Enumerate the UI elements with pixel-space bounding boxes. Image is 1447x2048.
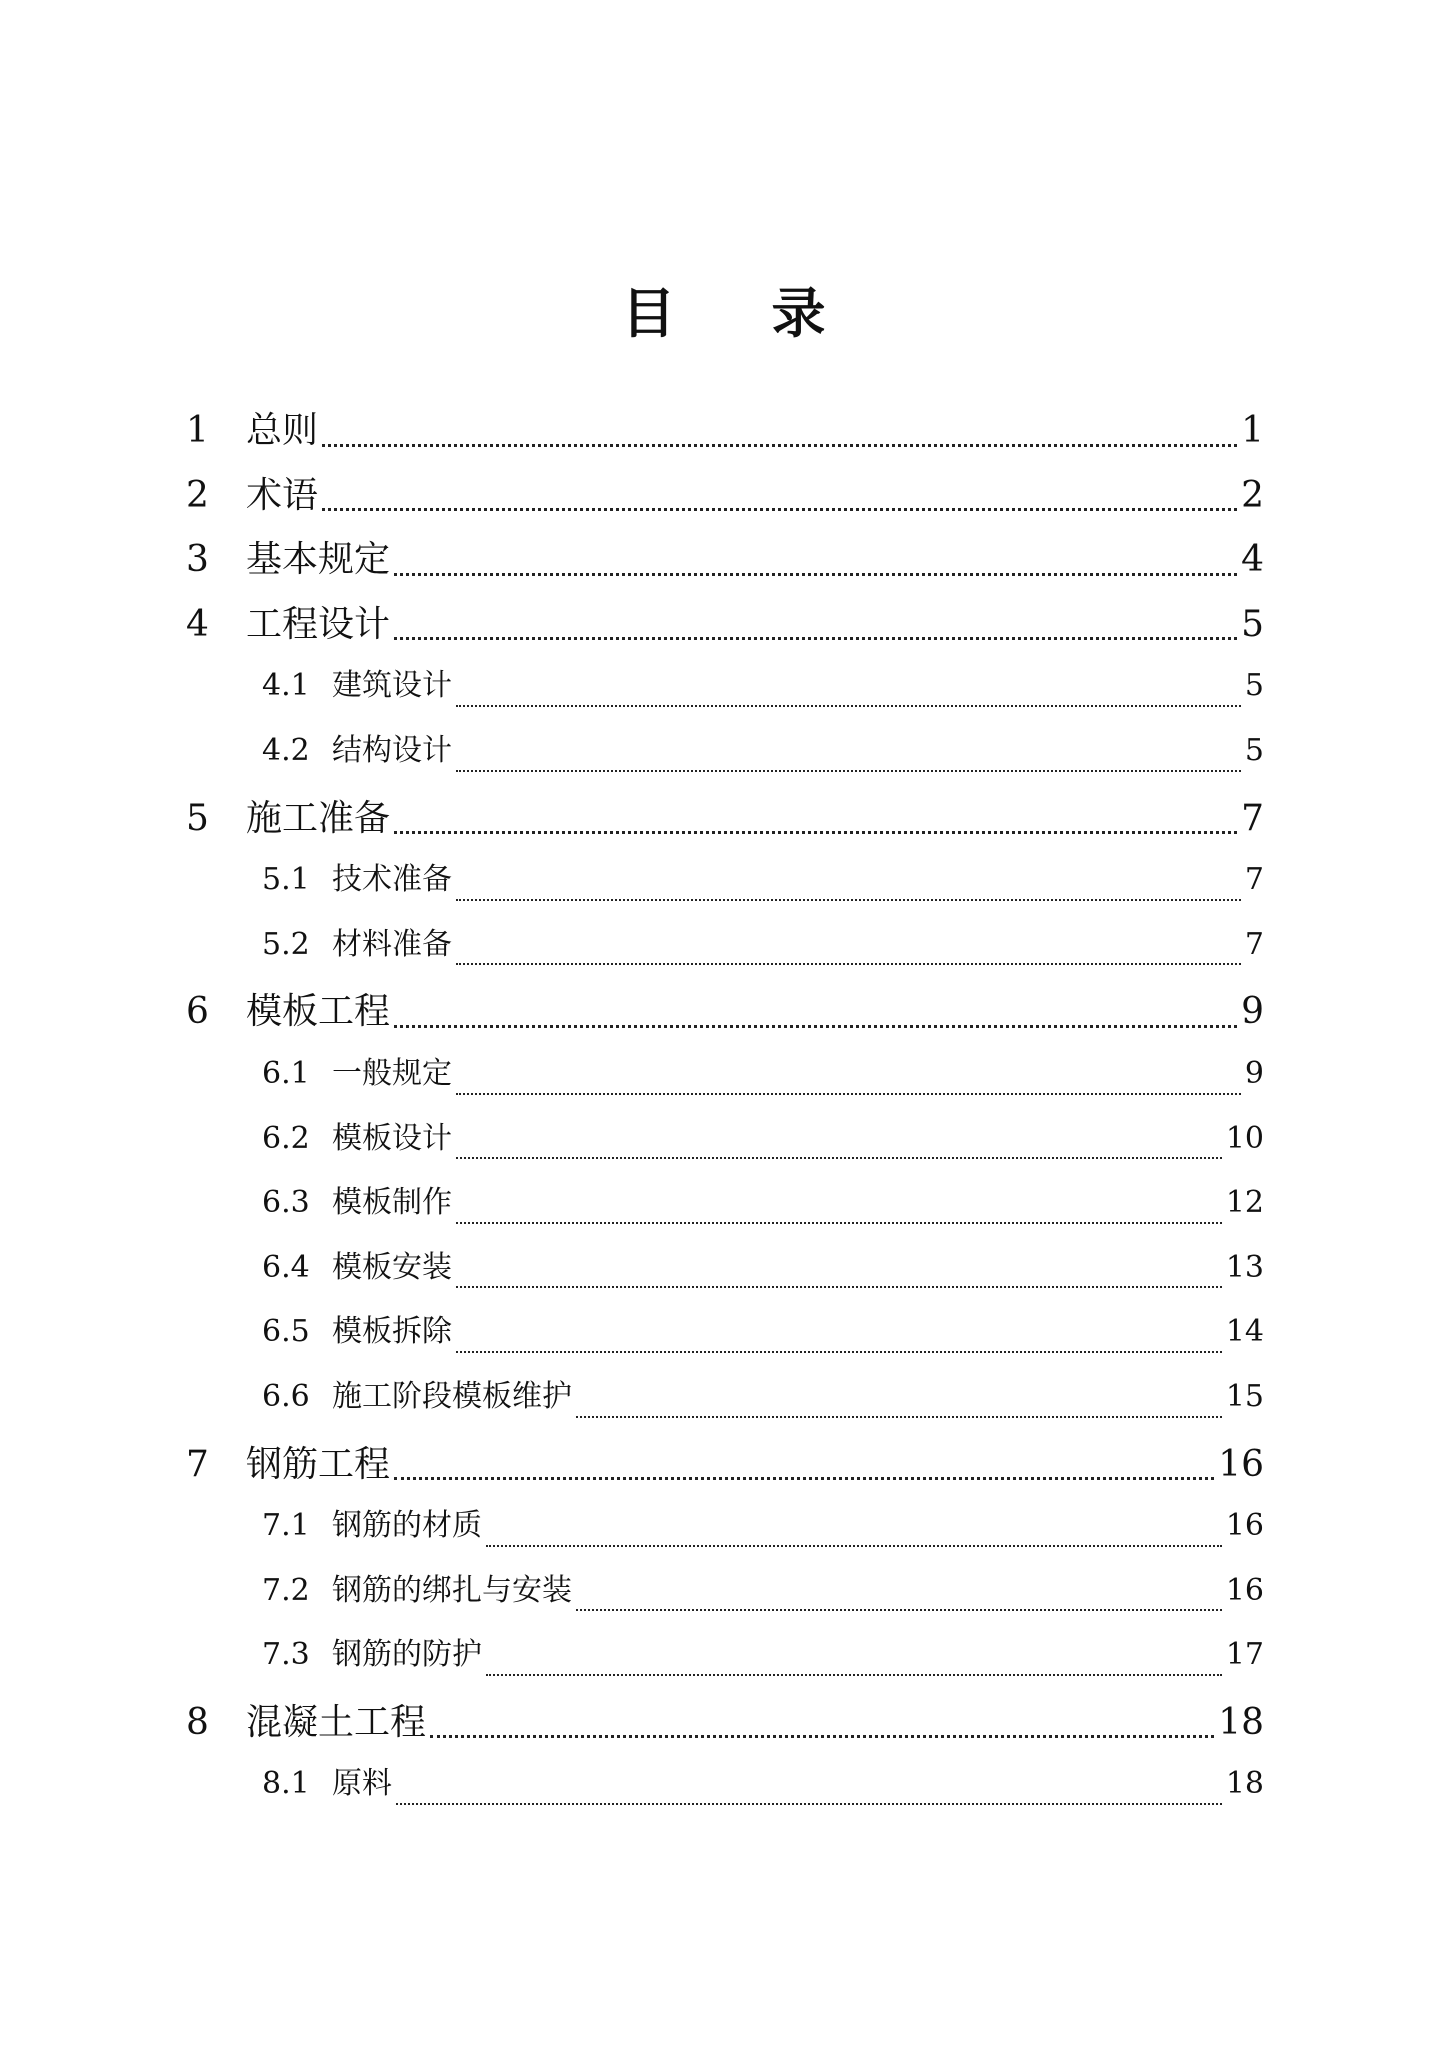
table-of-contents [186,402,1264,1823]
toc-dot-leader [394,790,1237,855]
toc-entry-label: 总则 [246,410,319,451]
toc-dot-leader [396,1758,1222,1823]
toc-subentry-label: 建筑设计 [332,668,452,704]
toc-dot-leader [456,660,1241,725]
toc-subentry-page: 16 [1225,1572,1264,1608]
toc-subentry-number: 4.2 [262,732,310,768]
toc-subentry-page: 5 [1244,668,1264,704]
toc-subentry-label: 钢筋的绑扎与安装 [332,1572,572,1608]
toc-dot-leader [576,1565,1222,1630]
toc-subentry-label: 技术准备 [332,862,452,898]
toc-subentry-page: 5 [1244,732,1264,768]
toc-subentry-label: 材料准备 [332,926,452,962]
toc-subentry[interactable] [186,1565,1264,1630]
page-title-char-1: 目 [621,281,676,345]
toc-subentry[interactable] [186,1758,1264,1823]
toc-entry[interactable] [186,402,1264,467]
toc-subentry[interactable] [186,1371,1264,1436]
toc-entry-label: 混凝土工程 [246,1701,427,1743]
toc-subentry-number: 7.3 [262,1637,310,1673]
toc-subentry-label: 原料 [332,1766,392,1802]
toc-entry-label: 钢筋工程 [246,1443,391,1485]
toc-dot-leader [486,1629,1222,1694]
toc-dot-leader [456,1113,1222,1178]
toc-subentry-label: 模板安装 [332,1249,452,1285]
toc-subentry-page: 14 [1225,1314,1264,1350]
toc-entry[interactable] [186,790,1264,855]
toc-entry[interactable] [186,596,1264,661]
toc-dot-leader [456,854,1241,919]
toc-subentry[interactable] [186,660,1264,725]
toc-dot-leader [456,1306,1222,1371]
toc-subentry-label: 结构设计 [332,732,452,768]
toc-entry[interactable] [186,983,1264,1048]
toc-subentry-label: 模板拆除 [332,1314,452,1350]
toc-subentry-label: 施工阶段模板维护 [332,1378,572,1414]
toc-entry-number: 8 [186,1701,209,1743]
toc-subentry[interactable] [186,854,1264,919]
toc-dot-leader [576,1371,1222,1436]
toc-subentry-number: 6.5 [262,1314,310,1350]
toc-entry-label: 模板工程 [246,991,391,1033]
toc-entry-label: 工程设计 [246,603,391,645]
toc-subentry[interactable] [186,1177,1264,1242]
toc-subentry[interactable] [186,919,1264,984]
toc-subentry-number: 5.1 [262,862,310,898]
toc-entry[interactable] [186,1694,1264,1759]
page-title [0,278,1447,348]
toc-entry-page: 16 [1218,1443,1264,1485]
toc-dot-leader [322,402,1237,467]
toc-subentry-number: 6.4 [262,1249,310,1285]
toc-subentry-page: 7 [1244,862,1264,898]
toc-dot-leader [456,1177,1222,1242]
toc-subentry-number: 8.1 [262,1766,310,1802]
toc-entry-page: 18 [1218,1701,1264,1743]
page-title-char-2: 录 [771,281,826,345]
toc-dot-leader [394,983,1237,1048]
toc-subentry[interactable] [186,1048,1264,1113]
toc-entry-number: 1 [186,410,209,451]
toc-subentry-number: 7.2 [262,1572,310,1608]
toc-dot-leader [322,467,1237,532]
toc-subentry-page: 16 [1225,1508,1264,1544]
toc-entry-page: 9 [1241,991,1264,1033]
toc-dot-leader [430,1694,1214,1759]
toc-dot-leader [486,1500,1222,1565]
toc-entry-number: 7 [186,1443,209,1485]
toc-subentry-label: 一般规定 [332,1055,452,1091]
toc-dot-leader [456,1048,1241,1113]
toc-subentry[interactable] [186,1242,1264,1307]
toc-dot-leader [394,1436,1214,1501]
toc-subentry-number: 6.3 [262,1185,310,1221]
toc-subentry-page: 15 [1225,1378,1264,1414]
toc-entry-label: 术语 [246,474,319,516]
toc-subentry-page: 12 [1225,1185,1264,1221]
toc-subentry-page: 10 [1225,1120,1264,1156]
toc-entry-number: 5 [186,797,209,839]
toc-subentry-label: 钢筋的材质 [332,1508,482,1544]
toc-entry-number: 3 [186,539,209,581]
toc-entry-page: 5 [1241,603,1264,645]
toc-subentry-page: 7 [1244,926,1264,962]
toc-entry-page: 4 [1241,539,1264,581]
toc-entry-page: 7 [1241,797,1264,839]
toc-entry-number: 6 [186,991,209,1033]
toc-entry-label: 基本规定 [246,539,391,581]
toc-entry-page: 2 [1241,474,1264,516]
toc-subentry-label: 模板制作 [332,1185,452,1221]
toc-subentry-number: 7.1 [262,1508,310,1544]
toc-entry-label: 施工准备 [246,797,391,839]
toc-entry[interactable] [186,531,1264,596]
toc-entry-page: 1 [1241,410,1264,451]
toc-subentry-number: 6.6 [262,1378,310,1414]
toc-subentry[interactable] [186,1306,1264,1371]
toc-subentry-number: 6.2 [262,1120,310,1156]
toc-dot-leader [394,596,1237,661]
toc-dot-leader [394,531,1237,596]
toc-subentry-label: 钢筋的防护 [332,1637,482,1673]
toc-subentry-number: 5.2 [262,926,310,962]
toc-subentry[interactable] [186,725,1264,790]
toc-subentry-number: 6.1 [262,1055,310,1091]
toc-dot-leader [456,725,1241,790]
toc-subentry-page: 13 [1225,1249,1264,1285]
toc-entry[interactable] [186,1436,1264,1501]
toc-subentry[interactable] [186,1113,1264,1178]
toc-subentry-page: 17 [1225,1637,1264,1673]
toc-entry[interactable] [186,467,1264,532]
toc-subentry[interactable] [186,1500,1264,1565]
toc-subentry-number: 4.1 [262,668,310,704]
toc-entry-number: 2 [186,474,209,516]
toc-entry-number: 4 [186,603,209,645]
toc-dot-leader [456,919,1241,984]
toc-dot-leader [456,1242,1222,1307]
toc-subentry-page: 9 [1244,1055,1264,1091]
toc-subentry-page: 18 [1225,1766,1264,1802]
toc-subentry[interactable] [186,1629,1264,1694]
toc-subentry-label: 模板设计 [332,1120,452,1156]
